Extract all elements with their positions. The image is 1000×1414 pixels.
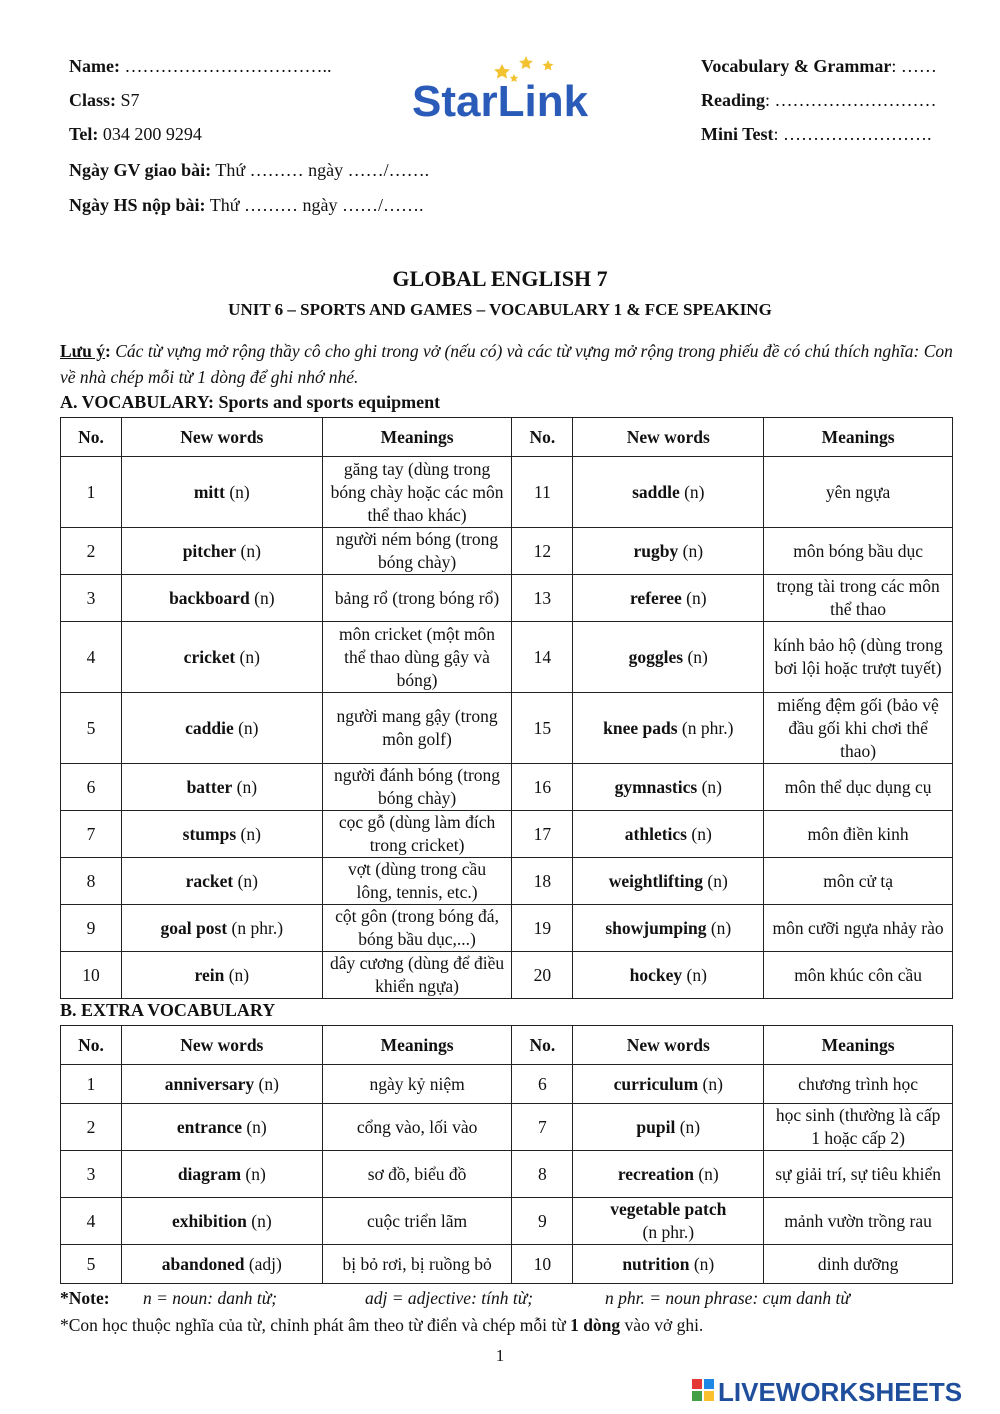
header-no: No. xyxy=(61,1026,122,1065)
cell-meaning: chương trình học xyxy=(764,1065,953,1104)
assigned-date-line: Ngày GV giao bài: Thứ ……… ngày ……/……. xyxy=(69,160,430,180)
cell-no: 18 xyxy=(512,858,573,905)
table-row xyxy=(61,457,953,528)
word-text: abandoned xyxy=(161,1253,245,1274)
word-text: showjumping xyxy=(605,917,707,938)
part-of-speech: (n) xyxy=(682,964,707,985)
cell-no: 6 xyxy=(61,764,122,811)
word-text: athletics xyxy=(624,823,687,844)
starlink-logo xyxy=(410,52,650,124)
cell-meaning: môn điền kinh xyxy=(764,811,953,858)
word-text: mitt xyxy=(193,481,225,502)
part-of-speech: (n) xyxy=(249,587,275,608)
table-header-row xyxy=(61,1026,953,1065)
part-of-speech: (n phr.) xyxy=(642,1222,695,1242)
mini-test-score: Mini Test: ……………………. xyxy=(701,124,932,144)
logo-block-icon xyxy=(704,1391,714,1401)
word-text: hockey xyxy=(629,964,683,985)
cell-meaning: găng tay (dùng trong bóng chày hoặc các môn thể thao khác) xyxy=(322,457,512,528)
part-of-speech: (n) xyxy=(235,646,260,667)
footnote-instruction: *Con học thuộc nghĩa của từ, chỉnh phát âm theo từ điển và chép mỗi từ 1 dòng vào vở ghi. xyxy=(60,1315,704,1335)
cell-meaning: học sinh (thường là cấp 1 hoặc cấp 2) xyxy=(764,1104,953,1151)
vocabulary-table xyxy=(60,417,953,999)
logo-block-icon xyxy=(692,1391,702,1401)
cell-word xyxy=(121,1245,322,1284)
cell-meaning: sơ đồ, biểu đồ xyxy=(322,1151,512,1198)
part-of-speech: (n) xyxy=(706,917,732,938)
part-of-speech: (n) xyxy=(224,964,250,985)
cell-no: 9 xyxy=(512,1198,573,1245)
cell-meaning: người mang gậy (trong môn golf) xyxy=(322,693,512,764)
cell-meaning: yên ngựa xyxy=(764,457,953,528)
part-of-speech: (n) xyxy=(687,823,712,844)
cell-meaning: vợt (dùng trong cầu lông, tennis, etc.) xyxy=(322,858,512,905)
word-text: nutrition xyxy=(622,1253,690,1274)
part-of-speech: (n) xyxy=(681,587,707,608)
cell-word xyxy=(573,1065,764,1104)
cell-word xyxy=(573,764,764,811)
cell-word xyxy=(121,1198,322,1245)
word-text: goggles xyxy=(628,646,684,667)
reading-score: Reading: ……………………… xyxy=(701,90,937,110)
cell-no: 19 xyxy=(512,905,573,952)
cell-word xyxy=(573,905,764,952)
logo-text: StarLink xyxy=(412,77,589,124)
part-of-speech: (n phr.) xyxy=(227,917,284,938)
part-of-speech: (n) xyxy=(241,1163,266,1184)
cell-meaning: bị bỏ rơi, bị ruồng bỏ xyxy=(322,1245,512,1284)
cell-no: 16 xyxy=(512,764,573,811)
header-meanings: Meanings xyxy=(322,418,512,457)
part-of-speech: (n) xyxy=(246,1210,272,1231)
cell-word xyxy=(121,1104,322,1151)
cell-word xyxy=(573,1245,764,1284)
submitted-date-line: Ngày HS nộp bài: Thứ ……… ngày ……/……. xyxy=(69,195,424,215)
cell-word xyxy=(573,1104,764,1151)
word-text: saddle xyxy=(632,481,680,502)
cell-meaning: môn thể dục dụng cụ xyxy=(764,764,953,811)
note-paragraph: Lưu ý: Các từ vựng mở rộng thầy cô cho ghi trong vở (nếu có) và các từ vựng mở rộng trong phiếu đề có chú thích nghĩa: Con về nhà chép mỗi từ 1 dòng để ghi nhớ nhé. xyxy=(60,341,953,387)
logo-block-icon xyxy=(692,1379,702,1389)
cell-no: 12 xyxy=(512,528,573,575)
word-text: weightlifting xyxy=(608,870,704,891)
liveworksheets-logo xyxy=(690,1376,990,1406)
logo-star-icon xyxy=(543,60,554,70)
cell-meaning: miếng đệm gối (bảo vệ đầu gối khi chơi thể thao) xyxy=(764,693,953,764)
word-text: rugby xyxy=(633,540,679,561)
header-no: No. xyxy=(512,418,573,457)
word-text: stumps xyxy=(182,823,237,844)
cell-no: 5 xyxy=(61,693,122,764)
cell-meaning: cột gôn (trong bóng đá, bóng bầu dục,...) xyxy=(322,905,512,952)
table-row xyxy=(61,693,953,764)
cell-meaning: cọc gỗ (dùng làm đích trong cricket) xyxy=(322,811,512,858)
part-of-speech: (n) xyxy=(693,1163,719,1184)
cell-word xyxy=(573,1151,764,1198)
header-new-words: New words xyxy=(121,418,322,457)
cell-word xyxy=(573,952,764,999)
vocab-grammar-score: Vocabulary & Grammar: …… xyxy=(701,56,937,76)
cell-no: 14 xyxy=(512,622,573,693)
part-of-speech: (n) xyxy=(698,1073,723,1094)
cell-word xyxy=(573,575,764,622)
part-of-speech: (n) xyxy=(703,870,728,891)
part-of-speech: (n) xyxy=(236,823,261,844)
cell-word xyxy=(121,811,322,858)
word-text: knee pads xyxy=(603,717,678,738)
page-title: GLOBAL ENGLISH 7 xyxy=(392,266,608,291)
table-row xyxy=(61,622,953,693)
cell-meaning: người đánh bóng (trong bóng chày) xyxy=(322,764,512,811)
cell-no: 6 xyxy=(512,1065,573,1104)
table-row xyxy=(61,575,953,622)
part-of-speech: (n) xyxy=(683,646,708,667)
word-text: cricket xyxy=(183,646,236,667)
cell-meaning: trọng tài trong các môn thể thao xyxy=(764,575,953,622)
cell-no: 8 xyxy=(512,1151,573,1198)
word-text: vegetable patch xyxy=(610,1199,727,1219)
cell-word xyxy=(121,622,322,693)
cell-meaning: bảng rổ (trong bóng rổ) xyxy=(322,575,512,622)
part-of-speech: (n) xyxy=(678,540,704,561)
cell-word xyxy=(573,622,764,693)
cell-meaning: mảnh vườn trồng rau xyxy=(764,1198,953,1245)
cell-word xyxy=(121,764,322,811)
header-meanings: Meanings xyxy=(764,418,953,457)
table-row xyxy=(61,1104,953,1151)
header-no: No. xyxy=(512,1026,573,1065)
part-of-speech: (n) xyxy=(675,1116,701,1137)
part-of-speech: (n) xyxy=(254,1073,279,1094)
cell-no: 7 xyxy=(512,1104,573,1151)
cell-word xyxy=(573,858,764,905)
cell-no: 4 xyxy=(61,1198,122,1245)
table-row xyxy=(61,528,953,575)
cell-word xyxy=(121,457,322,528)
part-of-speech: (n) xyxy=(233,870,259,891)
page-number: 1 xyxy=(495,1346,505,1365)
cell-word xyxy=(121,905,322,952)
cell-no: 7 xyxy=(61,811,122,858)
cell-meaning: dinh dưỡng xyxy=(764,1245,953,1284)
word-text: exhibition xyxy=(171,1210,247,1231)
logo-block-icon xyxy=(704,1379,714,1389)
header-meanings: Meanings xyxy=(764,1026,953,1065)
cell-word xyxy=(121,528,322,575)
table-row xyxy=(61,905,953,952)
cell-meaning: cổng vào, lối vào xyxy=(322,1104,512,1151)
table-row xyxy=(61,811,953,858)
part-of-speech: (n) xyxy=(236,540,261,561)
header-no: No. xyxy=(61,418,122,457)
cell-no: 1 xyxy=(61,457,122,528)
cell-no: 11 xyxy=(512,457,573,528)
cell-meaning: môn khúc côn cầu xyxy=(764,952,953,999)
part-of-speech: (n) xyxy=(697,776,722,797)
word-text: pitcher xyxy=(182,540,237,561)
cell-word xyxy=(573,457,764,528)
cell-word xyxy=(121,1065,322,1104)
cell-meaning: ngày kỷ niệm xyxy=(322,1065,512,1104)
cell-meaning: môn bóng bầu dục xyxy=(764,528,953,575)
cell-meaning: dây cương (dùng để điều khiển ngựa) xyxy=(322,952,512,999)
cell-no: 13 xyxy=(512,575,573,622)
watermark-text: LIVEWORKSHEETS xyxy=(718,1377,963,1406)
cell-no: 2 xyxy=(61,1104,122,1151)
cell-meaning: môn cricket (một môn thể thao dùng gậy và bóng) xyxy=(322,622,512,693)
part-of-speech: (adj) xyxy=(244,1253,282,1274)
name-field[interactable]: …………………………….. xyxy=(124,56,332,76)
cell-meaning: môn cử tạ xyxy=(764,858,953,905)
word-text: recreation xyxy=(617,1163,694,1184)
part-of-speech: (n) xyxy=(689,1253,715,1274)
cell-no: 20 xyxy=(512,952,573,999)
table-row xyxy=(61,952,953,999)
table-row xyxy=(61,1198,953,1245)
cell-no: 15 xyxy=(512,693,573,764)
logo-star-icon xyxy=(519,56,533,69)
header-new-words: New words xyxy=(121,1026,322,1065)
word-text: diagram xyxy=(177,1163,242,1184)
section-a-heading: A. VOCABULARY: Sports and sports equipment xyxy=(60,392,441,412)
name-line: Name: …………………………….. xyxy=(69,56,332,76)
cell-no: 17 xyxy=(512,811,573,858)
word-text: racket xyxy=(185,870,234,891)
cell-meaning: kính bảo hộ (dùng trong bơi lội hoặc trượt tuyết) xyxy=(764,622,953,693)
cell-no: 3 xyxy=(61,575,122,622)
word-text: entrance xyxy=(176,1116,242,1137)
cell-word xyxy=(573,1198,764,1245)
word-text: rein xyxy=(194,964,225,985)
part-of-speech: (n) xyxy=(233,717,259,738)
cell-no: 3 xyxy=(61,1151,122,1198)
part-of-speech: (n) xyxy=(232,776,258,797)
extra-vocabulary-table xyxy=(60,1025,953,1284)
cell-no: 8 xyxy=(61,858,122,905)
cell-word xyxy=(121,952,322,999)
table-row xyxy=(61,764,953,811)
part-of-speech: (n) xyxy=(224,481,250,502)
cell-no: 5 xyxy=(61,1245,122,1284)
word-text: goal post xyxy=(160,917,228,938)
header-new-words: New words xyxy=(573,418,764,457)
word-text: backboard xyxy=(169,587,250,608)
cell-no: 10 xyxy=(61,952,122,999)
cell-meaning: môn cưỡi ngựa nhảy rào xyxy=(764,905,953,952)
part-of-speech: (n phr.) xyxy=(677,717,734,738)
word-text: gymnastics xyxy=(614,776,698,797)
header-meanings: Meanings xyxy=(322,1026,512,1065)
cell-no: 9 xyxy=(61,905,122,952)
table-row xyxy=(61,1245,953,1284)
part-of-speech: (n) xyxy=(679,481,705,502)
cell-no: 10 xyxy=(512,1245,573,1284)
cell-no: 2 xyxy=(61,528,122,575)
table-header-row xyxy=(61,418,953,457)
word-text: batter xyxy=(186,776,233,797)
word-text: referee xyxy=(629,587,682,608)
tel-line: Tel: 034 200 9294 xyxy=(69,124,202,144)
section-b-heading: B. EXTRA VOCABULARY xyxy=(60,1000,276,1020)
cell-word xyxy=(573,811,764,858)
cell-word xyxy=(573,693,764,764)
cell-no: 4 xyxy=(61,622,122,693)
cell-word xyxy=(121,1151,322,1198)
class-line: Class: S7 xyxy=(69,90,140,110)
cell-no: 1 xyxy=(61,1065,122,1104)
cell-word xyxy=(121,693,322,764)
word-text: curriculum xyxy=(613,1073,699,1094)
header-new-words: New words xyxy=(573,1026,764,1065)
cell-word xyxy=(121,575,322,622)
word-text: anniversary xyxy=(164,1073,255,1094)
table-row xyxy=(61,1151,953,1198)
table-row xyxy=(61,1065,953,1104)
cell-word xyxy=(121,858,322,905)
cell-meaning: cuộc triển lãm xyxy=(322,1198,512,1245)
word-text: pupil xyxy=(636,1116,676,1137)
table-row xyxy=(61,858,953,905)
cell-word xyxy=(573,528,764,575)
cell-meaning: người ném bóng (trong bóng chày) xyxy=(322,528,512,575)
footnote-abbreviations: *Note: n = noun: danh từ; adj = adjective: tính từ; n phr. = noun phrase: cụm danh từ xyxy=(60,1288,850,1308)
cell-meaning: sự giải trí, sự tiêu khiển xyxy=(764,1151,953,1198)
word-text: caddie xyxy=(185,717,234,738)
unit-subtitle: UNIT 6 – SPORTS AND GAMES – VOCABULARY 1 & FCE SPEAKING xyxy=(228,300,772,319)
part-of-speech: (n) xyxy=(241,1116,267,1137)
